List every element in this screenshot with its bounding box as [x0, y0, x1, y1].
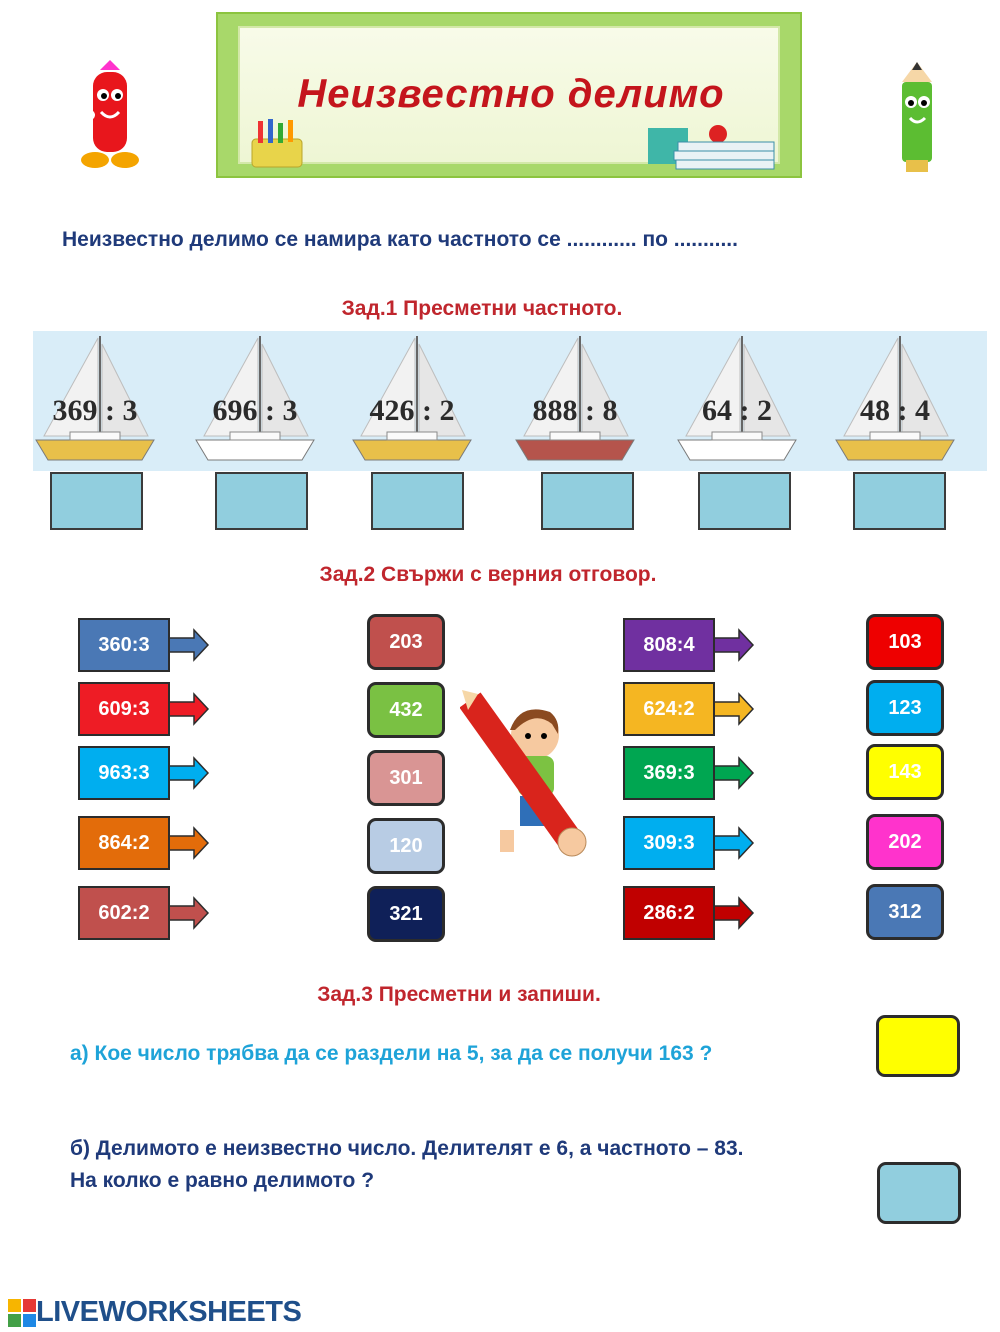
sailboat [510, 336, 640, 471]
footer-brand [8, 1296, 301, 1329]
liveworksheets-logo-icon [8, 1299, 36, 1327]
answer-option[interactable]: 202 [866, 814, 944, 870]
expression-label: 808:4 [623, 618, 715, 672]
expression-label: 309:3 [623, 816, 715, 870]
arrow-right-icon [711, 896, 755, 930]
expression-arrow[interactable] [623, 682, 765, 738]
answer-a-input[interactable] [876, 1015, 960, 1077]
expression-label: 286:2 [623, 886, 715, 940]
page-title: Неизвестно делимо [297, 72, 725, 116]
question-b-line1: б) Делимото е неизвестно число. Делителят е 6, а частното – 83. [70, 1137, 744, 1160]
expression-arrow[interactable] [623, 816, 765, 872]
division-label: 369 : 3 [52, 394, 138, 427]
question-a: а) Кое число трябва да се раздели на 5, за да се получи 163 ? [70, 1042, 713, 1065]
expression-label: 369:3 [623, 746, 715, 800]
division-label: 64 : 2 [702, 394, 772, 427]
expression-arrow[interactable] [78, 618, 220, 674]
expression-arrow[interactable] [623, 746, 765, 802]
arrow-right-icon [166, 692, 210, 726]
quotient-answer-box[interactable] [371, 472, 464, 530]
answer-option[interactable]: 120 [367, 818, 445, 874]
arrow-right-icon [166, 826, 210, 860]
division-label: 696 : 3 [212, 394, 298, 427]
arrow-right-icon [166, 628, 210, 662]
red-pencil-mascot-icon [65, 60, 155, 180]
answer-b-input[interactable] [877, 1162, 961, 1224]
task2-title: Зад.2 Свържи с верния отговор. [319, 563, 657, 586]
task1-title: Зад.1 Пресметни частното. [341, 297, 623, 320]
answer-option[interactable]: 203 [367, 614, 445, 670]
sailboat [347, 336, 477, 471]
green-pencil-mascot-icon [872, 60, 962, 180]
title-banner [216, 12, 802, 178]
quotient-answer-box[interactable] [215, 472, 308, 530]
pencil-cup-icon [248, 119, 338, 169]
sailboat [830, 336, 960, 471]
sailboat [30, 336, 160, 471]
expression-label: 360:3 [78, 618, 170, 672]
expression-arrow[interactable] [78, 816, 220, 872]
arrow-right-icon [166, 896, 210, 930]
quotient-answer-box[interactable] [698, 472, 791, 530]
answer-option[interactable]: 432 [367, 682, 445, 738]
division-label: 48 : 4 [860, 394, 930, 427]
footer-brand-text: LIVEWORKSHEETS [36, 1296, 302, 1328]
quotient-answer-box[interactable] [50, 472, 143, 530]
division-label: 426 : 2 [369, 394, 455, 427]
answer-option[interactable]: 301 [367, 750, 445, 806]
expression-arrow[interactable] [78, 746, 220, 802]
expression-arrow[interactable] [623, 886, 765, 942]
arrow-right-icon [711, 756, 755, 790]
expression-arrow[interactable] [78, 682, 220, 738]
question-b [70, 1133, 744, 1197]
question-b-line2: На колко е равно делимото ? [70, 1169, 375, 1192]
expression-label: 864:2 [78, 816, 170, 870]
quotient-answer-box[interactable] [853, 472, 946, 530]
answer-option[interactable]: 123 [866, 680, 944, 736]
boy-with-pencil-icon [460, 690, 600, 865]
expression-label: 609:3 [78, 682, 170, 736]
arrow-right-icon [711, 628, 755, 662]
answer-option[interactable]: 321 [367, 886, 445, 942]
arrow-right-icon [166, 756, 210, 790]
books-icon [638, 122, 778, 174]
intro-text: Неизвестно делимо се намира като частното се ............ по ........... [62, 228, 738, 251]
sailboat [190, 336, 320, 471]
answer-option[interactable]: 103 [866, 614, 944, 670]
expression-arrow[interactable] [623, 618, 765, 674]
expression-label: 963:3 [78, 746, 170, 800]
answer-option[interactable]: 312 [866, 884, 944, 940]
arrow-right-icon [711, 826, 755, 860]
expression-label: 602:2 [78, 886, 170, 940]
expression-arrow[interactable] [78, 886, 220, 942]
quotient-answer-box[interactable] [541, 472, 634, 530]
sailboat [672, 336, 802, 471]
task3-title: Зад.3 Пресметни и запиши. [317, 983, 601, 1006]
division-label: 888 : 8 [532, 394, 618, 427]
expression-label: 624:2 [623, 682, 715, 736]
arrow-right-icon [711, 692, 755, 726]
answer-option[interactable]: 143 [866, 744, 944, 800]
